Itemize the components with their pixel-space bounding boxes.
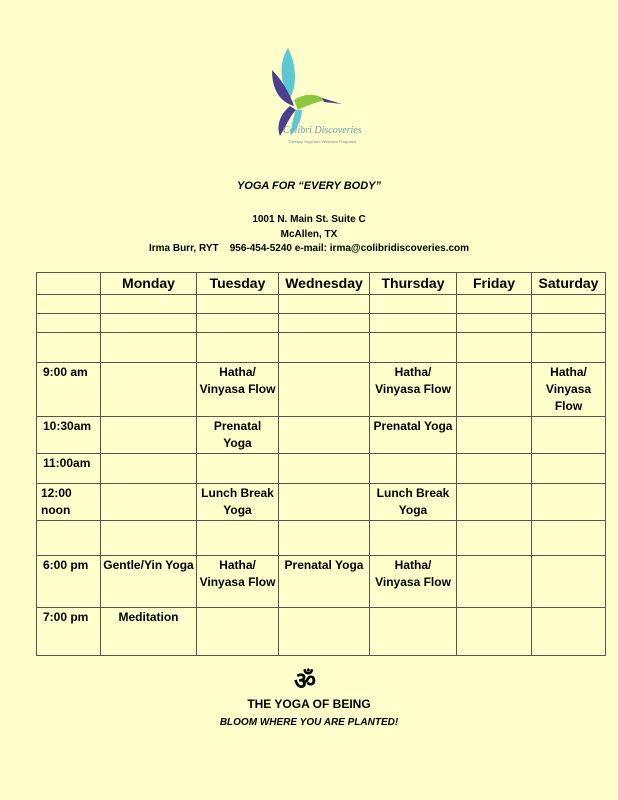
class-cell — [197, 314, 279, 333]
class-cell — [457, 556, 532, 608]
class-cell — [457, 454, 532, 484]
schedule-table — [36, 272, 606, 656]
class-cell: Prenatal Yoga — [370, 417, 457, 454]
class-cell — [532, 454, 606, 484]
logo-tagline: Therapy Yoga and Wellness Programs — [288, 139, 357, 144]
class-cell — [197, 454, 279, 484]
time-cell — [37, 521, 101, 556]
class-cell — [101, 314, 197, 333]
day-header: Saturday — [532, 273, 606, 295]
time-cell: 11:00am — [37, 454, 101, 484]
time-cell: 12:00 noon — [37, 484, 101, 521]
class-cell — [457, 333, 532, 363]
logo-name: Colibri Discoveries — [283, 125, 362, 136]
class-cell — [101, 454, 197, 484]
class-cell — [370, 333, 457, 363]
time-cell — [37, 333, 101, 363]
class-cell — [532, 314, 606, 333]
table-row — [37, 608, 606, 656]
day-header: Friday — [457, 273, 532, 295]
class-cell — [457, 608, 532, 656]
class-cell — [532, 417, 606, 454]
class-cell — [370, 608, 457, 656]
class-cell — [279, 333, 370, 363]
class-cell — [197, 608, 279, 656]
time-cell: 6:00 pm — [37, 556, 101, 608]
table-row — [37, 363, 606, 417]
day-header: Wednesday — [279, 273, 370, 295]
class-cell — [457, 484, 532, 521]
class-cell: Lunch Break Yoga — [370, 484, 457, 521]
class-cell — [101, 333, 197, 363]
class-cell: Gentle/Yin Yoga — [101, 556, 197, 608]
class-cell — [532, 333, 606, 363]
class-cell — [101, 417, 197, 454]
class-cell — [101, 295, 197, 314]
class-cell — [532, 608, 606, 656]
time-cell: 9:00 am — [37, 363, 101, 417]
class-cell — [279, 417, 370, 454]
day-header: Tuesday — [197, 273, 279, 295]
class-cell — [532, 556, 606, 608]
table-row — [37, 333, 606, 363]
class-cell — [370, 521, 457, 556]
time-cell: 10:30am — [37, 417, 101, 454]
class-cell: Hatha/ Vinyasa Flow — [197, 556, 279, 608]
time-cell — [37, 314, 101, 333]
class-cell — [101, 521, 197, 556]
class-cell — [279, 314, 370, 333]
class-cell — [532, 484, 606, 521]
address-line2: McAllen, TX — [280, 229, 338, 240]
class-cell — [457, 295, 532, 314]
day-header: Thursday — [370, 273, 457, 295]
class-cell: Hatha/ Vinyasa Flow — [370, 363, 457, 417]
table-row — [37, 521, 606, 556]
class-cell: Prenatal Yoga — [197, 417, 279, 454]
class-cell: Lunch Break Yoga — [197, 484, 279, 521]
class-cell — [279, 363, 370, 417]
class-cell — [279, 295, 370, 314]
class-cell — [532, 295, 606, 314]
class-cell — [279, 521, 370, 556]
class-cell — [532, 521, 606, 556]
class-cell: Hatha/ Vinyasa Flow — [532, 363, 606, 417]
table-row — [37, 314, 606, 333]
class-cell: Hatha/ Vinyasa Flow — [370, 556, 457, 608]
table-row — [37, 484, 606, 521]
footer-motto: BLOOM WHERE YOU ARE PLANTED! — [219, 717, 399, 728]
class-cell — [370, 314, 457, 333]
contact-line: Irma Burr, RYT 956-454-5240 e-mail: irma@colibridiscoveries.com — [148, 243, 470, 254]
time-cell: 7:00 pm — [37, 608, 101, 656]
day-header: Monday — [101, 273, 197, 295]
class-cell: Hatha/ Vinyasa Flow — [197, 363, 279, 417]
table-row — [37, 556, 606, 608]
class-cell — [457, 521, 532, 556]
footer-heading: THE YOGA OF BEING — [247, 697, 371, 711]
class-cell — [457, 417, 532, 454]
table-row — [37, 295, 606, 314]
om-icon: ॐ — [294, 667, 316, 695]
class-cell — [101, 484, 197, 521]
class-cell — [457, 314, 532, 333]
class-cell — [279, 454, 370, 484]
class-cell — [197, 333, 279, 363]
class-cell: Meditation — [101, 608, 197, 656]
class-cell — [370, 454, 457, 484]
address-line1: 1001 N. Main St. Suite C — [252, 214, 366, 225]
class-cell — [197, 295, 279, 314]
page-title: YOGA FOR “EVERY BODY” — [236, 180, 382, 192]
class-cell — [457, 363, 532, 417]
class-cell — [370, 295, 457, 314]
corner-cell — [37, 273, 101, 295]
class-cell — [279, 484, 370, 521]
table-row — [37, 454, 606, 484]
class-cell — [279, 608, 370, 656]
class-cell: Prenatal Yoga — [279, 556, 370, 608]
table-row — [37, 417, 606, 454]
class-cell — [197, 521, 279, 556]
class-cell — [101, 363, 197, 417]
header-row — [37, 273, 606, 295]
time-cell — [37, 295, 101, 314]
